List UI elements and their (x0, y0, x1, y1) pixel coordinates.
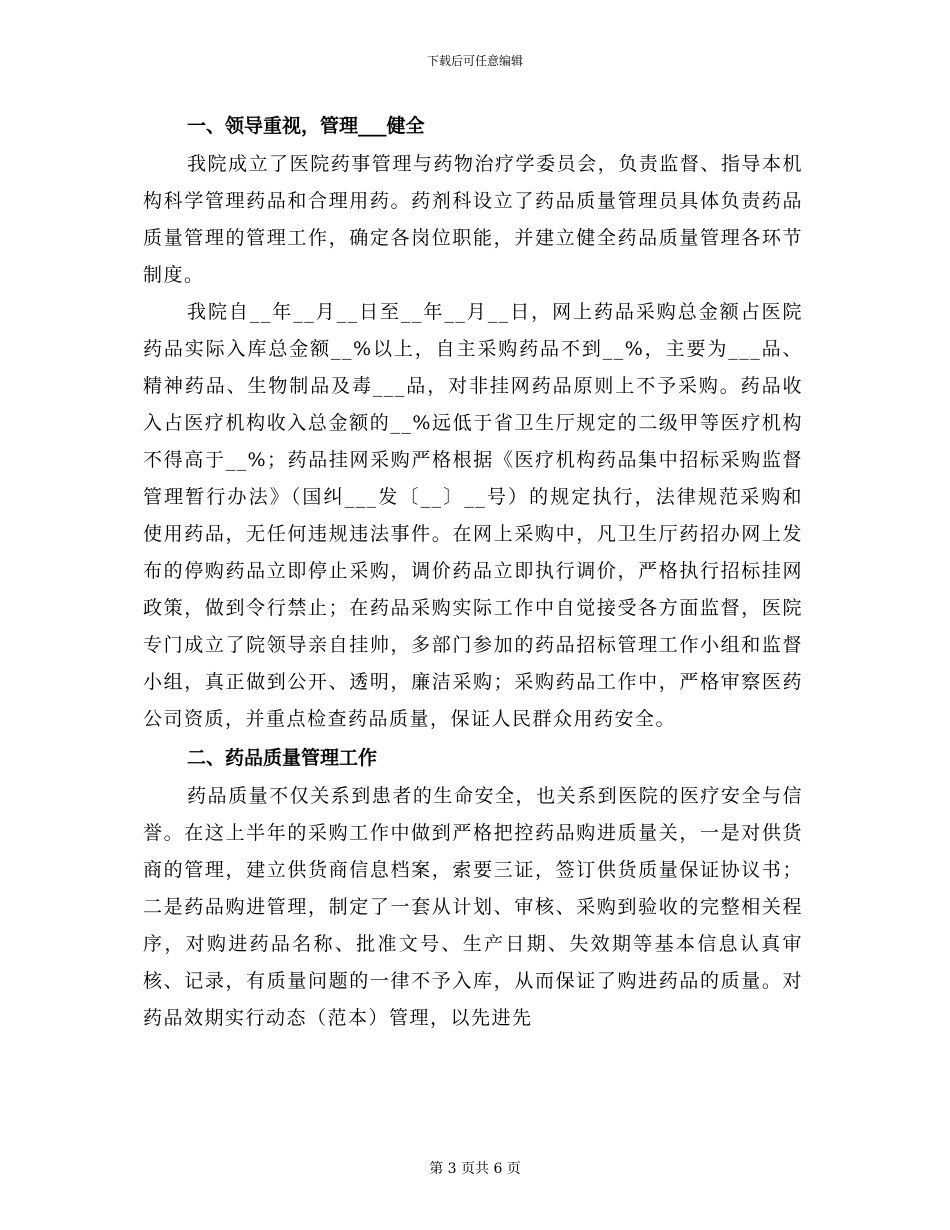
paragraph: 药品质量不仅关系到患者的生命安全，也关系到医院的医疗安全与信誉。在这上半年的采购工作中做到严格把控药品购进质量关，一是对供货商的管理，建立供货商信息档案，索要三证，签订供货质量保证协议书；二是药品购进管理，制定了一套从计划、审核、采购到验收的完整相关程序，对购进药品名称、批准文号、生产日期、失效期等基本信息认真审核、记录，有质量问题的一律不予入库，从而保证了购进药品的质量。对药品效期实行动态（范本）管理，以先进先 (143, 785, 803, 1029)
page-header: 下载后可任意编辑 (426, 54, 523, 68)
section-heading-2: 二、药品质量管理工作 (187, 747, 378, 769)
paragraph: 我院自__年__月__日至__年__月__日，网上药品采购总金额占医院药品实际入库总金额__%以上，自主采购药品不到__%，主要为___品、精神药品、生物制品及毒___品，对非挂网药品原则上不予采购。药品收入占医疗机构收入总金额的__%远低于省卫生厅规定的二级甲等医疗机构不得高于__%；药品挂网采购严格根据《医疗机构药品集中招标采购监督管理暂行办法》（国纠___发〔__〕__号）的规定执行，法律规范采购和使用药品，无任何违规违法事件。在网上采购中，凡卫生厅药招办网上发布的停购药品立即停止采购，调价药品立即执行调价，严格执行招标挂网政策，做到令行禁止；在药品采购实际工作中自觉接受各方面监督，医院专门成立了院领导亲自挂帅，多部门参加的药品招标管理工作小组和监督小组，真正做到公开、透明，廉洁采购；采购药品工作中，严格审察医药公司资质，并重点检查药品质量，保证人民群众用药安全。 (143, 301, 803, 730)
section-heading-1: 一、领导重视，管理___健全 (187, 115, 425, 137)
page-footer: 第 3 页共 6 页 (429, 1161, 521, 1177)
document-body (143, 106, 803, 1037)
paragraph: 我院成立了医院药事管理与药物治疗学委员会，负责监督、指导本机构科学管理药品和合理用药。药剂科设立了药品质量管理员具体负责药品质量管理的管理工作，确定各岗位职能，并建立健全药品质量管理各环节制度。 (143, 153, 803, 286)
